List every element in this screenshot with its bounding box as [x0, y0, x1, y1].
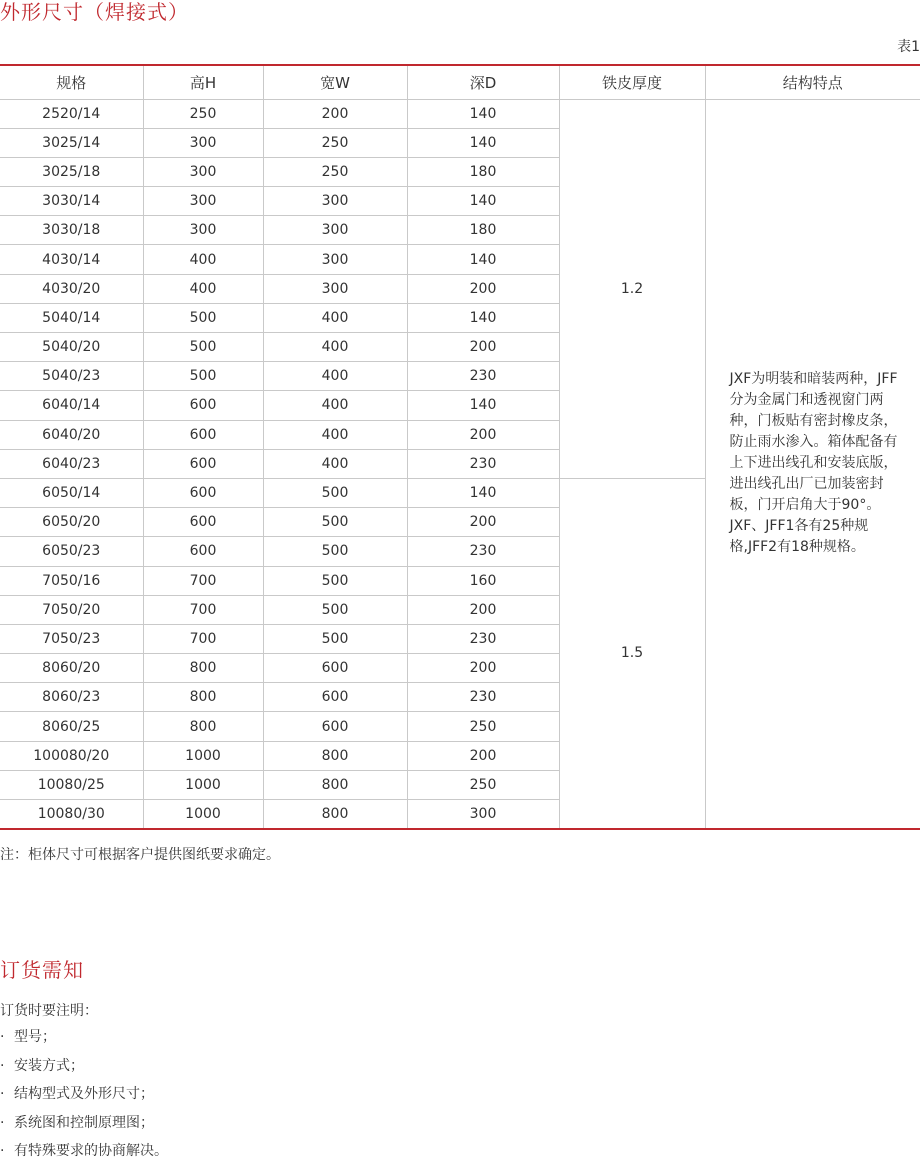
cell-spec: 5040/14	[0, 303, 143, 332]
cell-height: 300	[143, 128, 263, 157]
cell-height: 800	[143, 712, 263, 741]
cell-width: 300	[263, 274, 407, 303]
cell-depth: 230	[407, 362, 559, 391]
cell-height: 600	[143, 449, 263, 478]
cell-height: 600	[143, 420, 263, 449]
cell-depth: 180	[407, 157, 559, 186]
ordering-list	[0, 1027, 168, 1170]
cell-width: 800	[263, 770, 407, 799]
features-text: JXF为明装和暗装两种，JFF分为金属门和透视窗门两种，门板贴有密封橡皮条，防止雨水渗入。箱体配备有上下进出线孔和安装底版，进出线孔出厂已加装密封板，门开启角大于90°。JXF、JFF1各有25种规格,JFF2有18种规格。	[706, 369, 920, 558]
cell-spec: 10080/25	[0, 770, 143, 799]
cell-width: 400	[263, 449, 407, 478]
cell-height: 600	[143, 508, 263, 537]
header-height: 高H	[143, 65, 263, 99]
cell-spec: 100080/20	[0, 741, 143, 770]
cell-spec: 6040/20	[0, 420, 143, 449]
cell-depth: 300	[407, 800, 559, 829]
header-thickness: 铁皮厚度	[559, 65, 705, 99]
cell-depth: 250	[407, 770, 559, 799]
cell-height: 700	[143, 566, 263, 595]
cell-thickness-group-2: 1.5	[559, 478, 705, 828]
cell-height: 600	[143, 537, 263, 566]
cell-height: 500	[143, 362, 263, 391]
cell-height: 400	[143, 245, 263, 274]
bullet-dot: ·	[0, 1056, 14, 1076]
ordering-intro: 订货时要注明：	[0, 1000, 98, 1020]
cell-height: 600	[143, 391, 263, 420]
cell-height: 1000	[143, 741, 263, 770]
cell-width: 600	[263, 712, 407, 741]
cell-depth: 230	[407, 624, 559, 653]
cell-height: 400	[143, 274, 263, 303]
cell-depth: 200	[407, 595, 559, 624]
bullet-dot: ·	[0, 1113, 14, 1133]
cell-width: 300	[263, 245, 407, 274]
bullet-dot: ·	[0, 1084, 14, 1104]
cell-width: 200	[263, 99, 407, 128]
cell-width: 250	[263, 157, 407, 186]
table-row	[0, 99, 920, 128]
cell-thickness-group-1: 1.2	[559, 99, 705, 478]
cell-spec: 3025/18	[0, 157, 143, 186]
cell-spec: 7050/20	[0, 595, 143, 624]
page-title: 外形尺寸（焊接式）	[0, 0, 189, 25]
cell-height: 300	[143, 157, 263, 186]
cell-depth: 200	[407, 274, 559, 303]
list-item-text: 安装方式；	[14, 1058, 84, 1074]
cell-spec: 2520/14	[0, 99, 143, 128]
cell-height: 500	[143, 303, 263, 332]
cell-depth: 140	[407, 245, 559, 274]
header-depth: 深D	[407, 65, 559, 99]
cell-width: 250	[263, 128, 407, 157]
cell-depth: 140	[407, 187, 559, 216]
cell-width: 400	[263, 333, 407, 362]
cell-depth: 230	[407, 449, 559, 478]
cell-spec: 6050/23	[0, 537, 143, 566]
cell-spec: 8060/25	[0, 712, 143, 741]
cell-width: 400	[263, 420, 407, 449]
cell-width: 500	[263, 478, 407, 507]
cell-depth: 200	[407, 654, 559, 683]
cell-spec: 5040/20	[0, 333, 143, 362]
cell-height: 800	[143, 683, 263, 712]
cell-spec: 7050/23	[0, 624, 143, 653]
cell-width: 500	[263, 566, 407, 595]
cell-width: 600	[263, 683, 407, 712]
cell-height: 700	[143, 595, 263, 624]
cell-depth: 140	[407, 303, 559, 332]
cell-spec: 6050/14	[0, 478, 143, 507]
list-item-text: 结构型式及外形尺寸；	[14, 1086, 154, 1102]
cell-depth: 200	[407, 420, 559, 449]
bullet-dot: ·	[0, 1027, 14, 1047]
cell-width: 400	[263, 303, 407, 332]
cell-depth: 180	[407, 216, 559, 245]
cell-height: 500	[143, 333, 263, 362]
cell-height: 300	[143, 187, 263, 216]
cell-depth: 140	[407, 478, 559, 507]
bullet-dot: ·	[0, 1141, 14, 1161]
header-spec: 规格	[0, 65, 143, 99]
cell-width: 500	[263, 537, 407, 566]
dimensions-table	[0, 64, 920, 830]
cell-height: 250	[143, 99, 263, 128]
cell-spec: 8060/20	[0, 654, 143, 683]
header-width: 宽W	[263, 65, 407, 99]
cell-width: 400	[263, 391, 407, 420]
cell-depth: 140	[407, 128, 559, 157]
cell-width: 300	[263, 187, 407, 216]
cell-spec: 7050/16	[0, 566, 143, 595]
cell-depth: 230	[407, 683, 559, 712]
cell-width: 500	[263, 595, 407, 624]
cell-spec: 3030/14	[0, 187, 143, 216]
table-number-label: 表1	[897, 36, 920, 56]
cell-depth: 200	[407, 741, 559, 770]
list-item-text: 有特殊要求的协商解决。	[14, 1143, 168, 1159]
cell-height: 600	[143, 478, 263, 507]
cell-spec: 5040/23	[0, 362, 143, 391]
cell-width: 600	[263, 654, 407, 683]
cell-depth: 250	[407, 712, 559, 741]
list-item	[0, 1056, 168, 1085]
cell-width: 800	[263, 741, 407, 770]
ordering-section-title: 订货需知	[0, 954, 84, 983]
cell-spec: 6040/23	[0, 449, 143, 478]
cell-depth: 140	[407, 391, 559, 420]
cell-depth: 230	[407, 537, 559, 566]
list-item-text: 系统图和控制原理图；	[14, 1115, 154, 1131]
cell-width: 500	[263, 508, 407, 537]
cell-width: 500	[263, 624, 407, 653]
cell-spec: 3030/18	[0, 216, 143, 245]
cell-spec: 3025/14	[0, 128, 143, 157]
cell-spec: 6040/14	[0, 391, 143, 420]
cell-depth: 140	[407, 99, 559, 128]
list-item	[0, 1084, 168, 1113]
table-body	[0, 99, 920, 829]
cell-height: 800	[143, 654, 263, 683]
cell-spec: 6050/20	[0, 508, 143, 537]
cell-height: 700	[143, 624, 263, 653]
cell-spec: 10080/30	[0, 800, 143, 829]
header-features: 结构特点	[705, 65, 920, 99]
cell-depth: 160	[407, 566, 559, 595]
cell-height: 300	[143, 216, 263, 245]
list-item	[0, 1027, 168, 1056]
cell-width: 800	[263, 800, 407, 829]
cell-depth: 200	[407, 333, 559, 362]
table-note: 注：柜体尺寸可根据客户提供图纸要求确定。	[0, 844, 280, 864]
list-item	[0, 1113, 168, 1142]
cell-spec: 4030/14	[0, 245, 143, 274]
list-item	[0, 1141, 168, 1170]
cell-height: 1000	[143, 770, 263, 799]
table-header-row	[0, 65, 920, 99]
cell-depth: 200	[407, 508, 559, 537]
cell-spec: 4030/20	[0, 274, 143, 303]
cell-height: 1000	[143, 800, 263, 829]
list-item-text: 型号；	[14, 1029, 56, 1045]
cell-width: 400	[263, 362, 407, 391]
cell-width: 300	[263, 216, 407, 245]
cell-spec: 8060/23	[0, 683, 143, 712]
cell-features	[705, 99, 920, 829]
